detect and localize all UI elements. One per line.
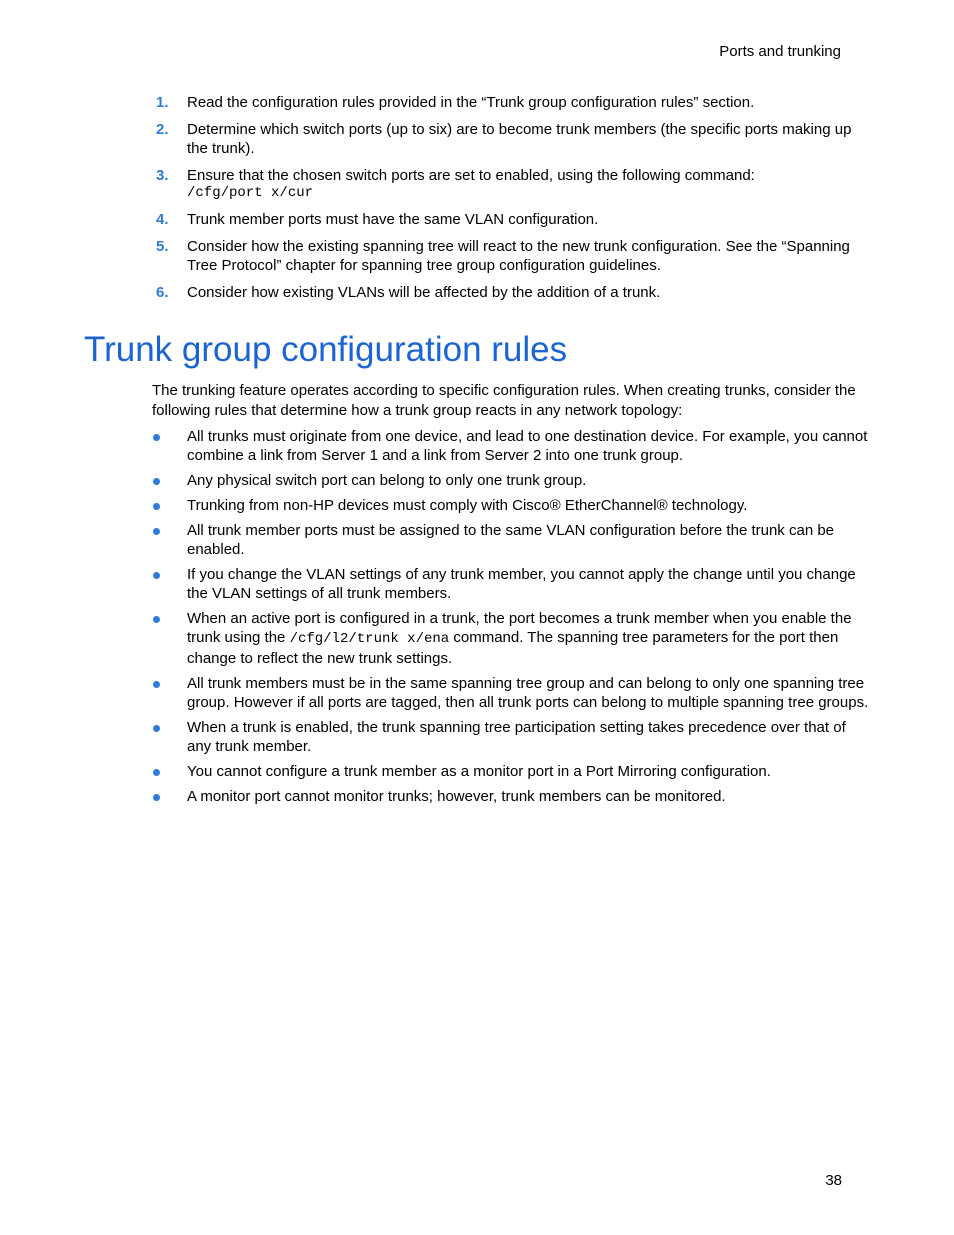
step-text: Read the configuration rules provided in the “Trunk group configuration rules” section. — [187, 94, 755, 111]
command-code: /cfg/port x/cur — [187, 185, 314, 201]
rule-item — [152, 521, 872, 559]
rule-text: All trunk member ports must be assigned to the same VLAN configuration before the trunk can be enabled. — [187, 522, 835, 558]
rule-item — [152, 762, 872, 781]
section-heading: Trunk group configuration rules — [84, 330, 568, 369]
rule-text: You cannot configure a trunk member as a monitor port in a Port Mirroring configuration. — [187, 763, 771, 780]
bullet-icon — [153, 769, 160, 776]
step-item — [152, 166, 872, 202]
bullet-icon — [153, 503, 160, 510]
step-item — [152, 93, 872, 112]
rule-item — [152, 787, 872, 806]
step-text: Ensure that the chosen switch ports are set to enabled, using the following command: — [187, 167, 755, 184]
rule-text-after: command. The spanning tree parameters for the port then change to reflect the new trunk settings. — [187, 629, 839, 667]
step-number: 2. — [156, 121, 169, 138]
step-number: 5. — [156, 238, 169, 255]
rule-text: When a trunk is enabled, the trunk spanning tree participation setting takes precedence over that of any trunk member. — [187, 719, 846, 755]
bullet-icon — [153, 616, 160, 623]
bullet-icon — [153, 725, 160, 732]
rule-item — [152, 496, 872, 515]
step-number: 1. — [156, 94, 169, 111]
step-text: Determine which switch ports (up to six) are to become trunk members (the specific ports making up the trunk). — [187, 121, 852, 157]
step-item — [152, 120, 872, 158]
rule-text: All trunks must originate from one device, and lead to one destination device. For example, you cannot combine a link from Server 1 and a link from Server 2 into one trunk group. — [187, 428, 868, 464]
section-intro: The trunking feature operates according to specific configuration rules. When creating trunks, consider the following rules that determine how a trunk group reacts in any network topology: — [152, 382, 856, 419]
page-number: 38 — [825, 1172, 842, 1189]
bullet-icon — [153, 528, 160, 535]
rule-text: If you change the VLAN settings of any trunk member, you cannot apply the change until you change the VLAN settings of all trunk members. — [187, 566, 856, 602]
step-item — [152, 283, 872, 302]
rule-item — [152, 609, 872, 668]
rule-item — [152, 565, 872, 603]
rule-text: Any physical switch port can belong to only one trunk group. — [187, 472, 587, 489]
inline-command-code: /cfg/l2/trunk x/ena — [289, 631, 450, 647]
bullet-icon — [153, 681, 160, 688]
rule-text-before: When an active port is configured in a trunk, the port becomes a trunk member when you enable the trunk using the — [187, 610, 852, 646]
bullet-icon — [153, 478, 160, 485]
bullet-icon — [153, 794, 160, 801]
step-item — [152, 210, 872, 229]
rule-item — [152, 471, 872, 490]
bullet-icon — [153, 434, 160, 441]
step-text: Consider how the existing spanning tree will react to the new trunk configuration. See the “Spanning Tree Protocol” chapter for spanning tree group configuration guidelines. — [187, 238, 850, 274]
rule-text: All trunk members must be in the same spanning tree group and can belong to only one spanning tree group. However if all ports are tagged, then all trunk ports can belong to multiple spanning tree groups. — [187, 675, 869, 711]
bullet-icon — [153, 572, 160, 579]
step-number: 3. — [156, 167, 169, 184]
rules-list — [152, 427, 872, 812]
rule-item — [152, 427, 872, 465]
running-header: Ports and trunking — [719, 43, 841, 60]
step-number: 4. — [156, 211, 169, 228]
step-text: Trunk member ports must have the same VLAN configuration. — [187, 211, 599, 228]
rule-text: Trunking from non-HP devices must comply with Cisco® EtherChannel® technology. — [187, 497, 748, 514]
step-number: 6. — [156, 284, 169, 301]
rule-text: A monitor port cannot monitor trunks; however, trunk members can be monitored. — [187, 788, 726, 805]
step-item — [152, 237, 872, 275]
rule-item — [152, 674, 872, 712]
step-text: Consider how existing VLANs will be affected by the addition of a trunk. — [187, 284, 661, 301]
rule-item — [152, 718, 872, 756]
procedure-steps — [152, 93, 872, 310]
